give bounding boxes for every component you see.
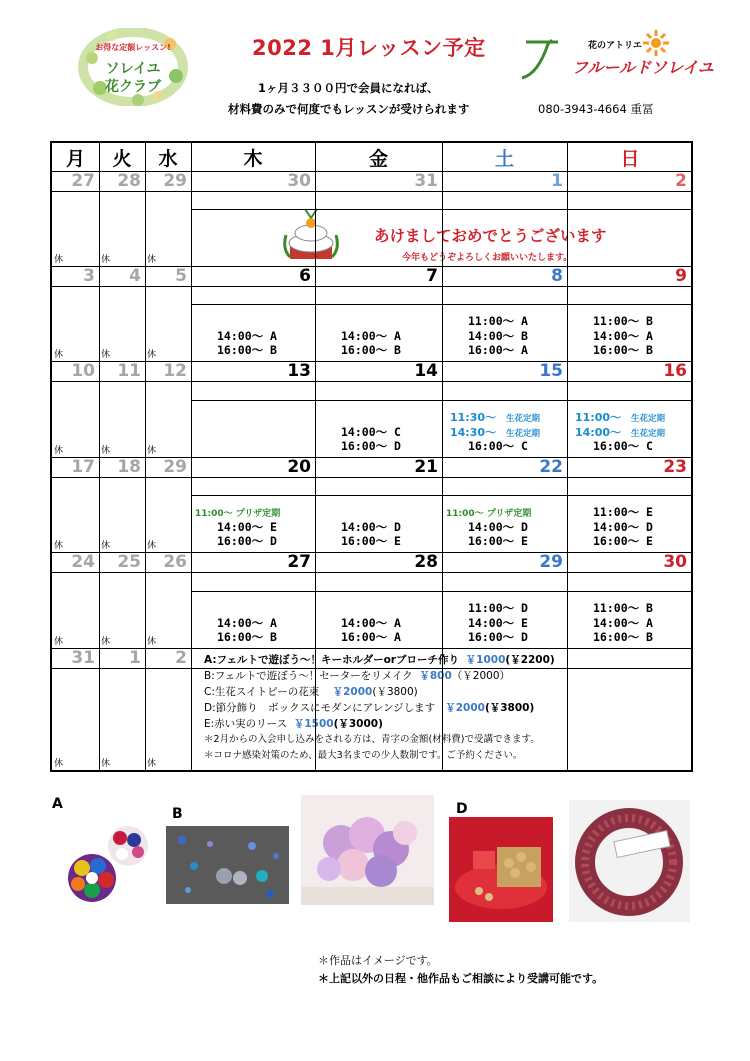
weekday-mon: 月 <box>65 147 85 170</box>
note-covid: ＊コロナ感染対策のため、最大3名までの少人数制です。ご予約ください。 <box>204 750 523 761</box>
slot-divider <box>191 591 691 592</box>
closed-label: 休 <box>101 446 111 456</box>
photo-label-b: B <box>172 806 183 822</box>
special-label: 生花定期 <box>631 428 666 439</box>
day-number: 13 <box>287 361 311 381</box>
day-number: 2 <box>175 648 187 668</box>
day-number: 17 <box>71 457 95 477</box>
logo-line2: 花クラブ <box>105 79 161 95</box>
closed-label: 休 <box>101 759 111 769</box>
brand-subtitle: 花のアトリエ <box>588 41 642 51</box>
day-number: 2 <box>675 171 687 191</box>
special-label: 生花定期 <box>631 414 666 424</box>
closed-label: 休 <box>101 637 111 647</box>
day-number: 10 <box>71 361 95 381</box>
day-number: 31 <box>71 648 95 668</box>
schedule-slot: 16:00～ E <box>593 534 653 548</box>
schedule-slot: 16:00～ A <box>341 630 401 644</box>
day-number: 22 <box>539 457 563 477</box>
closed-label: 休 <box>54 759 64 769</box>
weekday-thu: 木 <box>243 147 263 170</box>
day-number: 8 <box>551 266 563 286</box>
schedule-slot: 16:00～ E <box>468 534 528 548</box>
setsubun-box-photo <box>449 817 553 922</box>
day-number: 28 <box>414 552 438 572</box>
closed-label: 休 <box>54 350 64 360</box>
closed-label: 休 <box>54 541 64 551</box>
footnote-image: ＊作品はイメージです。 <box>318 954 438 967</box>
note-c: C:生花スイトピーの花束 ￥2000(￥3800) <box>204 686 418 698</box>
schedule-slot: 16:00～ A <box>468 343 528 357</box>
sweater-remake-photo <box>166 826 289 904</box>
day-number: 7 <box>426 266 438 286</box>
slot-divider <box>191 304 691 305</box>
schedule-slot: 14:00～ E <box>468 615 528 630</box>
photo-label-d: D <box>456 801 468 817</box>
day-number: 3 <box>83 266 95 286</box>
schedule-slot: 14:00～ A <box>593 615 653 630</box>
day-number: 26 <box>163 552 187 572</box>
closed-label: 休 <box>54 255 64 265</box>
weekday-sat: 土 <box>494 147 514 170</box>
phone-contact: 080-3943-4664 重冨 <box>538 102 654 116</box>
date-row-divider <box>52 477 691 478</box>
closed-label: 休 <box>147 759 157 769</box>
closed-label: 休 <box>147 350 157 360</box>
date-row-divider <box>52 191 691 192</box>
day-number: 27 <box>287 552 311 572</box>
sweet-pea-bouquet-photo <box>301 795 434 905</box>
day-number: 21 <box>414 457 438 477</box>
slot-divider <box>191 400 691 401</box>
special-time: 14:30～ <box>450 425 497 439</box>
date-row-divider <box>52 381 691 382</box>
note-a: A:フェルトで遊ぼう～！キーホルダーorブローチ作り ￥1000(￥2200) <box>204 654 555 666</box>
logo-tagline: お得な定額レッスン! <box>95 43 171 52</box>
day-number: 1 <box>551 171 563 191</box>
schedule-slot: 11:00～ E <box>593 505 653 519</box>
day-number: 28 <box>117 171 141 191</box>
new-year-greeting: あけましておめでとうございます <box>374 227 607 245</box>
membership-note: 1ヶ月３３００円で会員になれば、 <box>258 81 439 95</box>
preserved-flower-label: 11:00～ プリザ定期 <box>195 509 281 519</box>
lesson-calendar <box>50 141 693 772</box>
closed-label: 休 <box>54 446 64 456</box>
slot-divider <box>191 495 691 496</box>
special-label: 生花定期 <box>506 414 541 424</box>
footnote-consult: ＊上記以外の日程・他作品もご相談により受講可能です。 <box>318 972 604 985</box>
schedule-slot: 16:00～ D <box>468 630 528 644</box>
schedule-slot: 16:00～ B <box>593 343 653 357</box>
day-number: 14 <box>414 361 438 381</box>
day-number: 23 <box>663 457 687 477</box>
schedule-slot: 14:00～ A <box>217 615 277 630</box>
schedule-slot: 11:00～ D <box>468 601 528 615</box>
soleil-club-logo <box>78 28 188 106</box>
slot-divider <box>191 209 691 210</box>
closed-label: 休 <box>147 637 157 647</box>
day-number: 25 <box>117 552 141 572</box>
closed-label: 休 <box>54 637 64 647</box>
day-number: 29 <box>163 457 187 477</box>
date-row-divider <box>52 572 691 573</box>
special-time: 11:30～ <box>450 411 497 424</box>
closed-label: 休 <box>101 350 111 360</box>
schedule-slot: 16:00～ B <box>217 630 277 644</box>
weekday-wed: 水 <box>158 147 178 170</box>
day-number: 29 <box>539 552 563 572</box>
closed-label: 休 <box>147 541 157 551</box>
day-number: 27 <box>71 171 95 191</box>
schedule-slot: 14:00～ C <box>341 424 401 439</box>
new-year-subgreeting: 今年もどうぞよろしくお願いいたします。 <box>402 253 573 263</box>
day-number: 30 <box>663 552 687 572</box>
photo-label-a: A <box>52 796 63 812</box>
schedule-slot: 14:00～ A <box>593 328 653 343</box>
day-number: 31 <box>414 171 438 191</box>
weekday-tue: 火 <box>112 147 132 170</box>
schedule-slot: 14:00～ A <box>341 328 401 343</box>
day-number: 11 <box>117 361 141 381</box>
schedule-slot: 14:00～ B <box>468 328 528 343</box>
closed-label: 休 <box>147 255 157 265</box>
weekday-sun: 日 <box>620 147 640 170</box>
note-d: D:節分飾り ボックスにモダンにアレンジします ￥2000(￥3800) <box>204 702 535 714</box>
felt-brooch-photo <box>52 812 156 912</box>
day-number: 6 <box>299 266 311 286</box>
schedule-slot: 16:00～ E <box>341 534 401 548</box>
closed-label: 休 <box>101 255 111 265</box>
sun-flower-icon <box>643 30 669 60</box>
schedule-slot: 11:00～ B <box>593 601 653 615</box>
schedule-slot: 16:00～ C <box>593 439 653 453</box>
schedule-slot: 16:00～ B <box>217 343 277 357</box>
note-e: E:赤い実のリース ￥1500(￥3000) <box>204 718 383 730</box>
day-number: 9 <box>675 266 687 286</box>
page-title: 2022 1月レッスン予定 <box>252 36 486 60</box>
day-number: 30 <box>287 171 311 191</box>
schedule-slot: 11:00～ A <box>468 314 528 328</box>
day-number: 12 <box>163 361 187 381</box>
day-number: 20 <box>287 457 311 477</box>
schedule-slot: 14:00～ D <box>341 519 401 534</box>
day-number: 24 <box>71 552 95 572</box>
preserved-flower-label: 11:00～ プリザ定期 <box>446 509 532 519</box>
special-label: 生花定期 <box>506 428 541 439</box>
special-time: 11:00～ <box>575 411 622 424</box>
schedule-slot: 14:00～ E <box>217 519 277 534</box>
day-number: 1 <box>129 648 141 668</box>
date-row-divider <box>52 668 691 669</box>
closed-label: 休 <box>101 541 111 551</box>
day-number: 18 <box>117 457 141 477</box>
weekday-fri: 金 <box>368 147 388 170</box>
note-pricing: ＊2月からの入会申し込みをされる方は、青字の金額(材料費)で受講できます。 <box>204 734 540 745</box>
schedule-slot: 16:00～ D <box>341 439 401 453</box>
day-number: 5 <box>175 266 187 286</box>
schedule-slot: 11:00～ B <box>593 314 653 328</box>
schedule-slot: 16:00～ D <box>217 534 277 548</box>
schedule-slot: 14:00～ A <box>217 328 277 343</box>
date-row-divider <box>52 286 691 287</box>
logo-line1: ソレイユ <box>105 61 161 77</box>
closed-label: 休 <box>147 446 157 456</box>
day-number: 4 <box>129 266 141 286</box>
schedule-slot: 14:00～ D <box>468 519 528 534</box>
schedule-slot: 14:00～ A <box>341 615 401 630</box>
brand-name: フルールドソレイユ <box>572 58 714 77</box>
note-b: B:フェルトで遊ぼう～！セーターをリメイク ￥800（￥2000） <box>204 670 511 682</box>
day-number: 29 <box>163 171 187 191</box>
special-time: 14:00～ <box>575 425 622 439</box>
schedule-slot: 16:00～ C <box>468 439 528 453</box>
membership-note-2: 材料費のみで何度でもレッスンが受けられます <box>228 102 470 116</box>
red-berry-wreath-photo <box>569 800 690 922</box>
schedule-slot: 14:00～ D <box>593 519 653 534</box>
schedule-slot: 16:00～ B <box>341 343 401 357</box>
schedule-slot: 16:00～ B <box>593 630 653 644</box>
day-number: 15 <box>539 361 563 381</box>
kagami-mochi-icon <box>280 205 342 271</box>
day-number: 16 <box>663 361 687 381</box>
